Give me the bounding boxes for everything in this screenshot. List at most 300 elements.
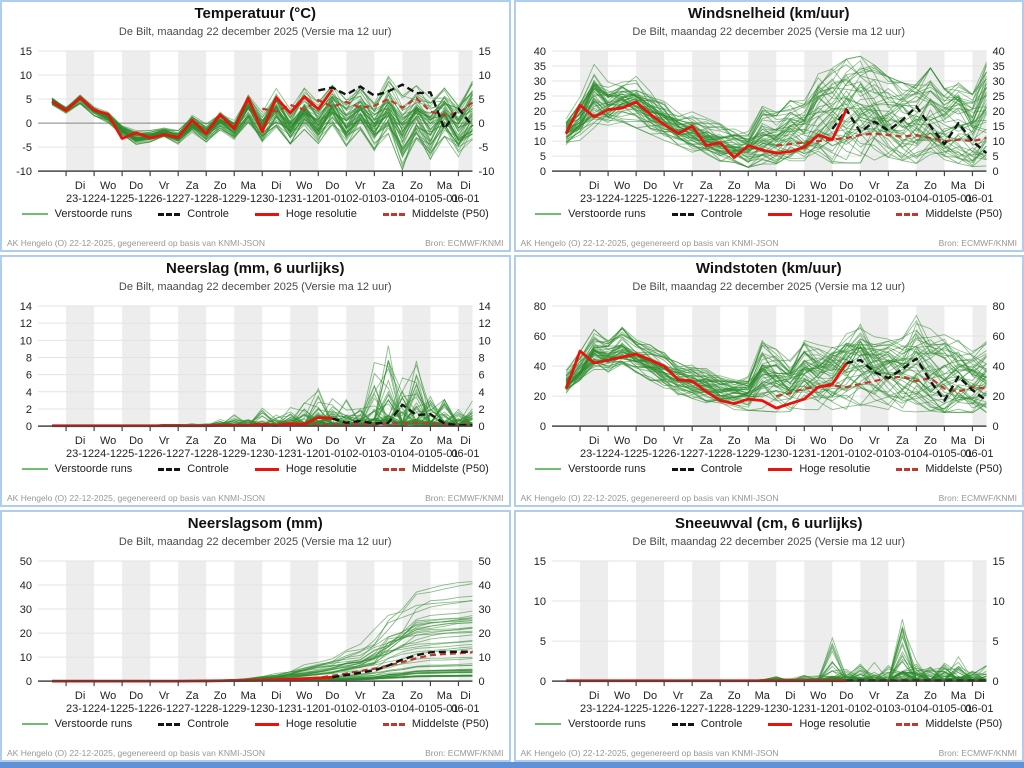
svg-text:0: 0 (25, 118, 33, 131)
svg-text:Ma: Ma (240, 690, 256, 703)
svg-text:05-01: 05-01 (430, 448, 459, 461)
svg-text:Di: Di (74, 435, 86, 448)
legend-item-p50 (896, 208, 1002, 220)
svg-text:Za: Za (381, 435, 395, 448)
svg-text:-5: -5 (478, 142, 489, 155)
svg-text:50: 50 (478, 556, 491, 569)
svg-text:24-12: 24-12 (607, 703, 636, 716)
hres-line-sample-icon (768, 723, 792, 726)
svg-text:Wo: Wo (613, 690, 630, 703)
svg-text:0: 0 (991, 166, 999, 179)
svg-text:30-12: 30-12 (262, 703, 291, 716)
svg-text:02-01: 02-01 (346, 448, 375, 461)
svg-text:12: 12 (478, 318, 491, 331)
hres-line-sample-icon (255, 723, 279, 726)
controle-line-sample-icon (672, 468, 694, 471)
legend-label: Verstoorde runs (568, 208, 646, 221)
svg-text:Zo: Zo (213, 435, 227, 448)
chart-plot (516, 298, 1023, 460)
svg-text:25-12: 25-12 (635, 193, 664, 206)
legend-item-ensemble (22, 208, 133, 220)
legend-item-controle (672, 463, 743, 475)
svg-text:Di: Di (271, 435, 282, 448)
svg-text:05-01: 05-01 (943, 448, 973, 461)
svg-text:2: 2 (25, 403, 33, 416)
chart-plot (516, 43, 1023, 205)
svg-text:10: 10 (533, 596, 546, 609)
svg-text:25-12: 25-12 (122, 703, 151, 716)
svg-text:6: 6 (478, 369, 485, 382)
controle-line-sample-icon (158, 723, 180, 726)
legend-label: Hoge resolutie (285, 718, 357, 731)
svg-text:40: 40 (19, 580, 33, 593)
svg-text:Di: Di (271, 180, 282, 193)
svg-text:20: 20 (991, 391, 1005, 404)
panel-subtitle: De Bilt, maandag 22 december 2025 (Versie ma 12 uur) (632, 536, 906, 548)
svg-text:Do: Do (838, 180, 853, 193)
svg-text:Za: Za (699, 435, 713, 448)
svg-text:23-12: 23-12 (579, 193, 608, 206)
svg-text:25-12: 25-12 (635, 448, 664, 461)
panel-title: Windsnelheid (km/uur) (687, 5, 850, 22)
svg-text:05-01: 05-01 (943, 703, 973, 716)
svg-text:20: 20 (19, 628, 33, 641)
svg-text:8: 8 (478, 352, 485, 365)
svg-text:0: 0 (539, 421, 546, 434)
svg-text:Wo: Wo (99, 435, 117, 448)
legend-label: Verstoorde runs (54, 463, 133, 476)
svg-text:Do: Do (325, 180, 340, 193)
svg-text:Za: Za (895, 180, 909, 193)
svg-text:Di: Di (784, 180, 795, 193)
svg-text:10: 10 (19, 335, 33, 348)
svg-text:-10: -10 (478, 166, 495, 179)
svg-text:26-12: 26-12 (663, 448, 692, 461)
chart-plot (516, 553, 1023, 715)
svg-text:30-12: 30-12 (775, 703, 804, 716)
svg-text:02-01: 02-01 (859, 448, 888, 461)
svg-text:40: 40 (533, 361, 546, 374)
panel-subtitle: De Bilt, maandag 22 december 2025 (Versie ma 12 uur) (118, 26, 392, 38)
svg-text:27-12: 27-12 (178, 703, 207, 716)
svg-text:Di: Di (588, 690, 599, 703)
svg-text:Wo: Wo (613, 435, 630, 448)
svg-text:31-12: 31-12 (803, 193, 832, 206)
svg-text:40: 40 (533, 46, 546, 59)
svg-text:24-12: 24-12 (94, 703, 123, 716)
svg-text:Wo: Wo (99, 180, 117, 193)
svg-text:5: 5 (539, 636, 546, 649)
svg-text:04-01: 04-01 (402, 703, 431, 716)
svg-text:30-12: 30-12 (262, 448, 291, 461)
svg-text:Di: Di (460, 435, 471, 448)
svg-text:28-12: 28-12 (719, 448, 748, 461)
svg-text:02-01: 02-01 (859, 703, 888, 716)
svg-text:04-01: 04-01 (915, 193, 944, 206)
legend-item-ensemble (535, 718, 646, 730)
legend-item-ensemble (535, 463, 646, 475)
svg-text:0: 0 (25, 421, 33, 434)
svg-text:14: 14 (19, 301, 33, 314)
bottom-bar (0, 762, 1024, 768)
svg-text:15: 15 (991, 556, 1005, 569)
svg-text:Vr: Vr (355, 690, 366, 703)
svg-text:Do: Do (129, 435, 144, 448)
svg-text:Di: Di (784, 435, 795, 448)
svg-text:05-01: 05-01 (430, 193, 459, 206)
svg-text:28-12: 28-12 (719, 703, 748, 716)
svg-text:Ma: Ma (754, 435, 770, 448)
svg-text:Do: Do (129, 690, 144, 703)
svg-text:Di: Di (973, 435, 985, 448)
panel-sneeuwval-cm-6-uurlijks (514, 510, 1024, 762)
chart-legend (516, 206, 1023, 222)
svg-text:01-01: 01-01 (831, 703, 860, 716)
svg-text:40: 40 (991, 361, 1005, 374)
controle-line-sample-icon (672, 213, 694, 216)
svg-text:26-12: 26-12 (150, 703, 179, 716)
svg-text:5: 5 (539, 151, 546, 164)
hres-line-sample-icon (768, 468, 792, 471)
svg-text:01-01: 01-01 (831, 448, 860, 461)
svg-text:Vr: Vr (158, 690, 170, 703)
svg-text:20: 20 (533, 391, 546, 404)
legend-item-p50 (383, 718, 489, 730)
panel-footer (516, 748, 1023, 760)
svg-text:05-01: 05-01 (943, 193, 973, 206)
svg-text:10: 10 (533, 136, 546, 149)
svg-text:20: 20 (991, 106, 1005, 119)
svg-text:Wo: Wo (809, 435, 826, 448)
svg-text:31-12: 31-12 (290, 703, 319, 716)
legend-label: Middelste (P50) (411, 208, 489, 221)
panel-title: Neerslag (mm, 6 uurlijks) (166, 260, 345, 277)
ensemble-line-sample-icon (22, 723, 48, 725)
panel-title: Temperatuur (°C) (194, 5, 317, 22)
svg-text:29-12: 29-12 (234, 448, 263, 461)
svg-text:06-01: 06-01 (964, 703, 994, 716)
svg-text:Za: Za (699, 690, 713, 703)
panel-neerslagsom-mm (0, 510, 511, 762)
panel-neerslag-mm-6-uurlijks (0, 255, 511, 507)
legend-item-controle (158, 208, 229, 220)
svg-text:Ma: Ma (950, 180, 966, 193)
hres-line-sample-icon (255, 213, 279, 216)
svg-text:27-12: 27-12 (691, 193, 720, 206)
footer-source: Bron: ECMWF/KNMI (425, 238, 504, 248)
svg-text:20: 20 (478, 628, 491, 641)
svg-text:0: 0 (478, 421, 485, 434)
svg-text:10: 10 (19, 70, 33, 83)
svg-text:Ma: Ma (754, 690, 770, 703)
svg-text:28-12: 28-12 (206, 448, 235, 461)
svg-text:Za: Za (895, 690, 909, 703)
svg-text:Do: Do (642, 435, 657, 448)
legend-label: Controle (187, 463, 229, 476)
svg-text:15: 15 (478, 46, 491, 59)
panel-windsnelheid-km-uur (514, 0, 1024, 252)
footer-source: Bron: ECMWF/KNMI (938, 748, 1017, 758)
svg-text:Ma: Ma (240, 180, 256, 193)
svg-text:28-12: 28-12 (719, 193, 748, 206)
legend-label: Middelste (P50) (411, 463, 489, 476)
svg-text:06-01: 06-01 (451, 703, 480, 716)
svg-text:14: 14 (478, 301, 491, 314)
legend-item-controle (158, 718, 229, 730)
svg-text:Za: Za (185, 690, 199, 703)
legend-item-p50 (383, 463, 489, 475)
legend-item-hres (255, 208, 357, 220)
panel-footer (2, 493, 509, 505)
chart-legend (2, 461, 509, 477)
svg-text:31-12: 31-12 (803, 448, 832, 461)
svg-text:25-12: 25-12 (635, 703, 664, 716)
chart-legend (2, 206, 509, 222)
footer-source: Bron: ECMWF/KNMI (425, 748, 504, 758)
svg-text:Zo: Zo (727, 690, 741, 703)
svg-text:10: 10 (478, 652, 491, 665)
svg-text:Za: Za (381, 690, 395, 703)
svg-text:60: 60 (991, 331, 1005, 344)
svg-text:Zo: Zo (923, 690, 937, 703)
svg-text:30: 30 (533, 76, 546, 89)
svg-text:26-12: 26-12 (150, 193, 179, 206)
svg-text:Vr: Vr (868, 180, 880, 193)
svg-text:Di: Di (460, 690, 471, 703)
legend-label: Controle (700, 718, 743, 731)
svg-text:15: 15 (991, 121, 1005, 134)
svg-text:0: 0 (25, 676, 33, 689)
svg-text:8: 8 (25, 352, 33, 365)
legend-item-hres (768, 718, 870, 730)
svg-text:06-01: 06-01 (451, 448, 480, 461)
svg-text:Vr: Vr (868, 690, 880, 703)
panel-title: Neerslagsom (mm) (187, 515, 323, 532)
footer-credit: AK Hengelo (O) 22-12-2025, gegenereerd op basis van KNMI-JSON (7, 238, 265, 248)
svg-text:Do: Do (642, 180, 657, 193)
svg-text:Do: Do (325, 690, 340, 703)
controle-line-sample-icon (158, 468, 180, 471)
svg-text:Vr: Vr (672, 690, 683, 703)
p50-line-sample-icon (896, 213, 918, 216)
legend-label: Middelste (P50) (925, 463, 1003, 476)
footer-credit: AK Hengelo (O) 22-12-2025, gegenereerd op basis van KNMI-JSON (520, 493, 779, 503)
svg-text:Di: Di (74, 180, 86, 193)
chart-plot (2, 298, 509, 460)
svg-text:Za: Za (381, 180, 395, 193)
footer-credit: AK Hengelo (O) 22-12-2025, gegenereerd op basis van KNMI-JSON (520, 748, 779, 758)
svg-text:31-12: 31-12 (290, 193, 319, 206)
legend-item-ensemble (22, 463, 133, 475)
svg-text:Za: Za (895, 435, 909, 448)
panel-footer (516, 493, 1023, 505)
svg-text:06-01: 06-01 (451, 193, 480, 206)
ensemble-line-sample-icon (22, 213, 48, 215)
svg-text:Di: Di (588, 435, 599, 448)
legend-label: Middelste (P50) (411, 718, 489, 731)
svg-text:6: 6 (25, 369, 33, 382)
svg-text:-10: -10 (16, 166, 33, 179)
svg-text:Zo: Zo (213, 180, 227, 193)
svg-text:10: 10 (478, 70, 491, 83)
svg-text:-5: -5 (22, 142, 33, 155)
legend-item-controle (158, 463, 229, 475)
svg-text:29-12: 29-12 (234, 703, 263, 716)
p50-line-sample-icon (896, 723, 918, 726)
svg-text:10: 10 (19, 652, 33, 665)
svg-text:30-12: 30-12 (262, 193, 291, 206)
svg-text:Ma: Ma (240, 435, 256, 448)
svg-text:04-01: 04-01 (402, 193, 431, 206)
legend-item-controle (672, 208, 743, 220)
legend-label: Middelste (P50) (925, 718, 1003, 731)
p50-line-sample-icon (383, 723, 405, 726)
svg-text:Wo: Wo (296, 180, 313, 193)
svg-text:Ma: Ma (436, 690, 453, 703)
svg-text:5: 5 (991, 636, 999, 649)
svg-text:Di: Di (271, 690, 282, 703)
svg-text:5: 5 (991, 151, 999, 164)
svg-text:30: 30 (991, 76, 1005, 89)
svg-text:02-01: 02-01 (346, 193, 375, 206)
chart-legend (516, 716, 1023, 732)
legend-item-hres (255, 463, 357, 475)
svg-text:10: 10 (991, 136, 1005, 149)
legend-label: Controle (700, 463, 743, 476)
svg-text:25: 25 (991, 91, 1005, 104)
panel-windstoten-km-uur (514, 255, 1024, 507)
svg-text:26-12: 26-12 (663, 703, 692, 716)
svg-text:29-12: 29-12 (234, 193, 263, 206)
svg-text:31-12: 31-12 (290, 448, 319, 461)
svg-text:Do: Do (642, 690, 657, 703)
svg-text:30-12: 30-12 (775, 448, 804, 461)
legend-item-hres (255, 718, 357, 730)
svg-text:04-01: 04-01 (402, 448, 431, 461)
svg-text:Ma: Ma (436, 435, 453, 448)
panel-footer (516, 238, 1023, 250)
svg-text:12: 12 (19, 318, 33, 331)
svg-text:0: 0 (539, 166, 546, 179)
svg-text:80: 80 (533, 301, 546, 314)
svg-text:40: 40 (991, 46, 1005, 59)
svg-text:30: 30 (19, 604, 33, 617)
p50-line-sample-icon (383, 468, 405, 471)
chart-legend (2, 716, 509, 732)
legend-item-p50 (896, 463, 1002, 475)
footer-source: Bron: ECMWF/KNMI (425, 493, 504, 503)
svg-text:06-01: 06-01 (964, 448, 994, 461)
svg-text:80: 80 (991, 301, 1005, 314)
svg-text:Zo: Zo (213, 690, 227, 703)
svg-text:03-01: 03-01 (374, 193, 403, 206)
svg-text:5: 5 (25, 94, 33, 107)
svg-text:02-01: 02-01 (346, 703, 375, 716)
svg-text:Di: Di (588, 180, 599, 193)
svg-text:Wo: Wo (809, 180, 826, 193)
svg-text:Vr: Vr (672, 435, 683, 448)
svg-text:24-12: 24-12 (94, 193, 123, 206)
svg-text:Di: Di (460, 180, 471, 193)
panel-subtitle: De Bilt, maandag 22 december 2025 (Versie ma 12 uur) (118, 536, 392, 548)
svg-text:24-12: 24-12 (607, 193, 636, 206)
svg-text:Zo: Zo (923, 435, 937, 448)
svg-text:Zo: Zo (409, 690, 423, 703)
chart-plot (2, 43, 509, 205)
panel-subtitle: De Bilt, maandag 22 december 2025 (Versie ma 12 uur) (632, 281, 906, 293)
svg-text:10: 10 (991, 596, 1005, 609)
legend-label: Middelste (P50) (925, 208, 1003, 221)
svg-text:35: 35 (991, 61, 1005, 74)
hres-line-sample-icon (768, 213, 792, 216)
svg-text:4: 4 (478, 386, 485, 399)
svg-text:Vr: Vr (158, 435, 170, 448)
svg-text:26-12: 26-12 (663, 193, 692, 206)
svg-text:Di: Di (784, 690, 795, 703)
legend-label: Verstoorde runs (568, 718, 646, 731)
svg-text:Vr: Vr (355, 180, 366, 193)
svg-text:01-01: 01-01 (318, 703, 347, 716)
svg-text:01-01: 01-01 (318, 448, 347, 461)
svg-text:29-12: 29-12 (747, 703, 776, 716)
legend-item-p50 (383, 208, 489, 220)
svg-text:50: 50 (19, 556, 33, 569)
footer-source: Bron: ECMWF/KNMI (938, 238, 1017, 248)
svg-text:Vr: Vr (868, 435, 880, 448)
legend-item-ensemble (535, 208, 646, 220)
legend-item-ensemble (22, 718, 133, 730)
panel-title: Sneeuwval (cm, 6 uurlijks) (674, 515, 863, 532)
svg-text:40: 40 (478, 580, 491, 593)
legend-label: Hoge resolutie (285, 463, 357, 476)
svg-text:Wo: Wo (296, 435, 313, 448)
panel-subtitle: De Bilt, maandag 22 december 2025 (Versie ma 12 uur) (632, 26, 906, 38)
svg-text:02-01: 02-01 (859, 193, 888, 206)
legend-label: Verstoorde runs (568, 463, 646, 476)
svg-text:24-12: 24-12 (607, 448, 636, 461)
p50-line-sample-icon (383, 213, 405, 216)
svg-text:28-12: 28-12 (206, 703, 235, 716)
hres-line-sample-icon (255, 468, 279, 471)
svg-text:29-12: 29-12 (747, 448, 776, 461)
svg-text:15: 15 (533, 121, 546, 134)
svg-text:Do: Do (129, 180, 144, 193)
svg-text:27-12: 27-12 (178, 448, 207, 461)
legend-label: Hoge resolutie (799, 463, 871, 476)
svg-text:15: 15 (533, 556, 546, 569)
svg-text:Zo: Zo (409, 180, 423, 193)
svg-text:23-12: 23-12 (579, 448, 608, 461)
svg-text:Za: Za (699, 180, 713, 193)
svg-text:25-12: 25-12 (122, 448, 151, 461)
svg-text:0: 0 (478, 118, 485, 131)
panel-subtitle: De Bilt, maandag 22 december 2025 (Versie ma 12 uur) (118, 281, 392, 293)
svg-text:27-12: 27-12 (691, 703, 720, 716)
legend-label: Verstoorde runs (54, 718, 133, 731)
p50-line-sample-icon (896, 468, 918, 471)
svg-text:Vr: Vr (158, 180, 170, 193)
controle-line-sample-icon (672, 723, 694, 726)
svg-text:0: 0 (539, 676, 546, 689)
ensemble-line-sample-icon (535, 468, 561, 470)
svg-text:03-01: 03-01 (887, 193, 916, 206)
legend-item-hres (768, 208, 870, 220)
legend-item-hres (768, 463, 870, 475)
svg-text:23-12: 23-12 (66, 193, 95, 206)
svg-text:0: 0 (991, 421, 999, 434)
panel-footer (2, 748, 509, 760)
svg-text:Do: Do (838, 690, 853, 703)
